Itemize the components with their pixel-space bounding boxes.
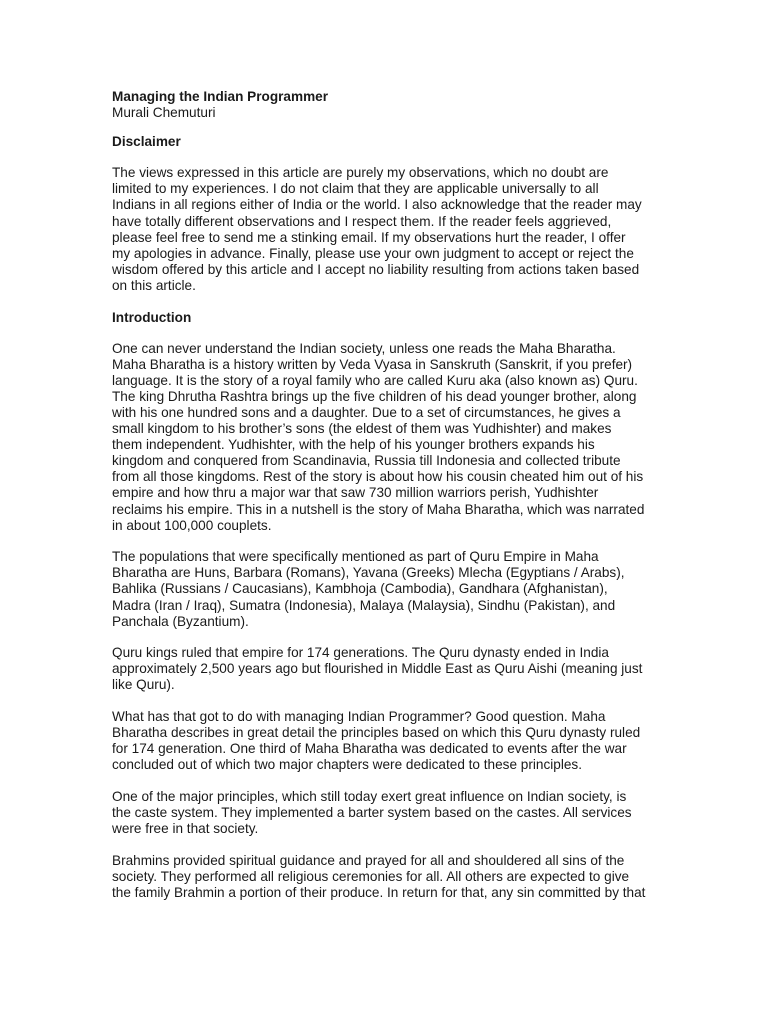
text-line: The populations that were specifically mentioned as part of Quru Empire in Maha — [112, 549, 599, 565]
text-line: on this article. — [112, 277, 196, 293]
text-line: approximately 2,500 years ago but flourished in Middle East as Quru Aishi (meaning just — [112, 661, 643, 677]
text-line: The king Dhrutha Rashtra brings up the five children of his dead younger brother, along — [112, 388, 637, 404]
text-line: them independent. Yudhishter, with the help of his younger brothers expands his — [112, 437, 595, 453]
text-line: The views expressed in this article are purely my observations, which no doubt are — [112, 165, 609, 181]
paragraph — [112, 645, 660, 693]
text-line: have totally different observations and I respect them. If the reader feels aggrieved, — [112, 213, 612, 229]
text-line: language. It is the story of a royal family who are called Kuru aka (also known as) Quru. — [112, 372, 638, 388]
document-title: Managing the Indian Programmer — [112, 89, 329, 104]
text-line: were free in that society. — [112, 821, 259, 837]
text-line: empire and how thru a major war that saw 730 million warriors perish, Yudhishter — [112, 485, 599, 501]
paragraph — [112, 789, 660, 837]
text-line: Bahlika (Russians / Caucasians), Kambhoja (Cambodia), Gandhara (Afghanistan), — [112, 581, 608, 597]
document-page — [112, 89, 660, 916]
text-line: small kingdom to his brother’s sons (the eldest of them was Yudhishter) and makes — [112, 421, 612, 437]
text-line: Brahmins provided spiritual guidance and prayed for all and shouldered all sins of the — [112, 852, 625, 868]
text-line: like Quru). — [112, 677, 175, 693]
text-line: What has that got to do with managing Indian Programmer? Good question. Maha — [112, 709, 606, 724]
text-line: please feel free to send me a stinking email. If my observations hurt the reader, I offer — [112, 229, 626, 245]
text-line: the caste system. They implemented a barter system based on the castes. All services — [112, 804, 632, 820]
text-line: One can never understand the Indian society, unless one reads the Maha Bharatha. — [112, 340, 616, 356]
text-line: for 174 generation. One third of Maha Bharatha was dedicated to events after the war — [112, 741, 627, 757]
text-line: Indians in all regions either of India or the world. I also acknowledge that the reader may — [112, 197, 642, 213]
text-line: Maha Bharatha is a history written by Veda Vyasa in Sanskruth (Sanskrit, if you prefer) — [112, 356, 633, 372]
text-line: concluded out of which two major chapters were dedicated to these principles. — [112, 757, 582, 773]
text-line: Bharatha describes in great detail the principles based on which this Quru dynasty ruled — [112, 725, 641, 741]
text-line: in about 100,000 couplets. — [112, 517, 272, 533]
text-line: Bharatha are Huns, Barbara (Romans), Yavana (Greeks) Mlecha (Egyptians / Arabs), — [112, 565, 625, 581]
text-line: with his one hundred sons and a daughter. Due to a set of circumstances, he gives a — [112, 405, 621, 420]
text-line: Panchala (Byzantium). — [112, 613, 249, 629]
document-author: Murali Chemuturi — [112, 105, 216, 121]
text-line: society. They performed all religious ceremonies for all. All others are expected to give — [112, 868, 630, 884]
section-heading: Introduction — [112, 309, 192, 325]
text-line: from all those kingdoms. Rest of the story is about how his cousin cheated him out of his — [112, 469, 644, 485]
text-line: kingdom and conquered from Scandinavia, Russia till Indonesia and collected tribute — [112, 453, 621, 469]
text-line: One of the major principles, which still today exert great influence on Indian society, is — [112, 788, 627, 804]
paragraph — [112, 709, 660, 773]
paragraph — [112, 341, 660, 534]
text-line: wisdom offered by this article and I accept no liability resulting from actions taken based — [112, 261, 640, 277]
paragraph — [112, 549, 660, 629]
text-line: the family Brahmin a portion of their produce. In return for that, any sin committed by that — [112, 884, 646, 900]
text-line: Quru kings ruled that empire for 174 generations. The Quru dynasty ended in India — [112, 645, 609, 661]
text-line: Madra (Iran / Iraq), Sumatra (Indonesia), Malaya (Malaysia), Sindhu (Pakistan), and — [112, 597, 616, 613]
paragraph — [112, 165, 660, 294]
text-line: reclaims his empire. This in a nutshell is the story of Maha Bharatha, which was narrated — [112, 501, 645, 517]
document-body — [112, 134, 660, 901]
section-heading: Disclaimer — [112, 134, 181, 150]
text-line: limited to my experiences. I do not claim that they are applicable universally to all — [112, 181, 599, 197]
text-line: my apologies in advance. Finally, please use your own judgment to accept or reject the — [112, 245, 634, 261]
paragraph — [112, 853, 660, 901]
